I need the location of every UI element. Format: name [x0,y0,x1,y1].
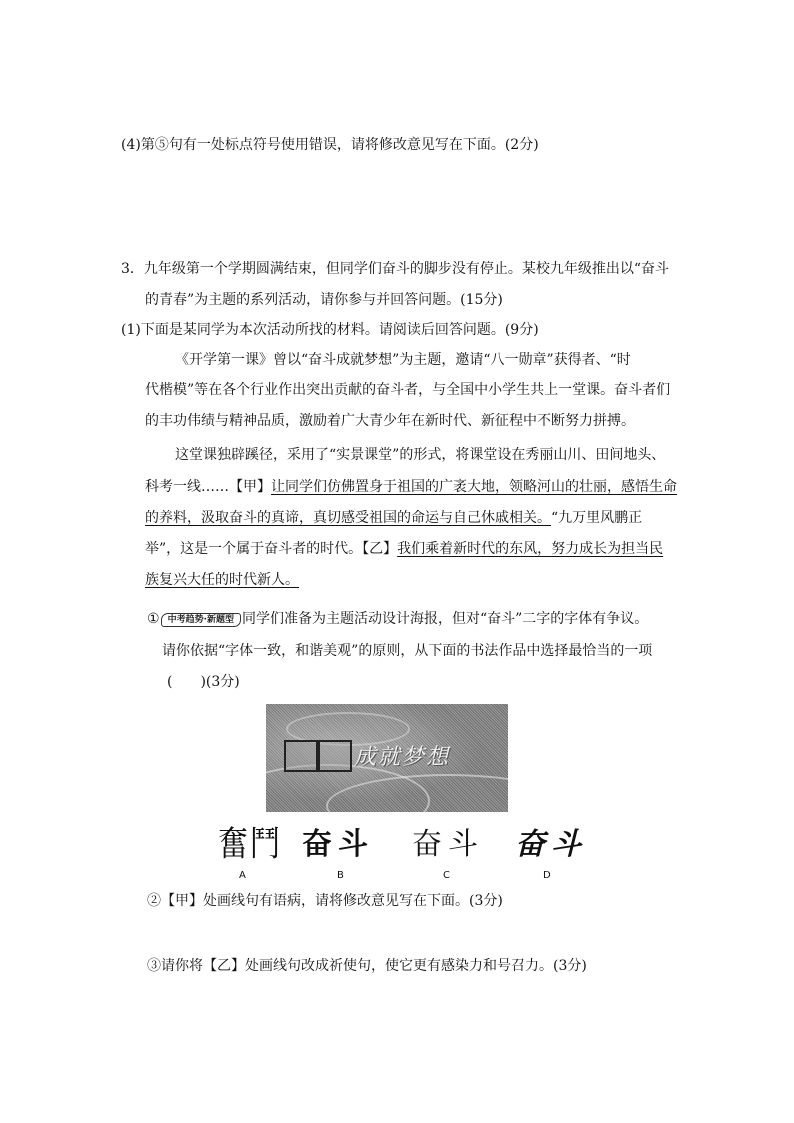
passage-p2-line-2 [145,477,677,497]
question-3-line-2: 的青春”为主题的系列活动，请你参与并回答问题。(15分) [145,292,503,308]
passage-text: 科考一线……【甲】 [145,479,271,495]
blank-character-box [318,740,352,772]
option-b-calligraphy: 奋斗 [302,827,374,862]
passage-p1-line-3: 的丰功伟绩与精神品质，激励着广大青少年在新时代、新征程中不断努力拼搏。 [145,413,635,429]
underlined-sentence-jia-cont: 的养料，汲取奋斗的真谛，真切感受祖国的命运与自己休戚相关。 [145,510,551,526]
option-b-label: B [337,870,344,881]
question-3-line-1: 3．九年级第一个学期圆满结束，但同学们奋斗的脚步没有停止。某校九年级推出以“奋斗 [121,261,670,277]
option-d-label: D [543,870,551,881]
underlined-sentence-jia: 让同学们仿佛置身于祖国的广袤大地，领略河山的壮丽，感悟生命 [271,479,677,495]
item-1-line-1 [147,609,648,629]
passage-p2-line-4 [145,539,663,559]
underlined-sentence-yi: 我们乘着新时代的东风，努力成长为担当民 [397,541,664,557]
subquestion-1: (1)下面是某同学为本次活动所找的材料。请阅读后回答问题。(9分) [121,322,539,338]
question-4: (4)第⑤句有一处标点符号使用错误，请将修改意见写在下面。(2分) [121,137,539,153]
option-a-label: A [239,870,246,881]
item-1-line-2: 请你依据“字体一致，和谐美观”的原则，从下面的书法作品中选择最恰当的一项 [162,643,653,659]
item-1-line-3: ( )(3分) [167,674,240,690]
passage-text: 举”，这是一个属于奋斗者的时代。【乙】 [145,541,398,557]
underlined-sentence-yi-cont: 族复兴大任的时代新人。 [145,572,299,588]
item-number: ① [147,611,160,627]
passage-text: “九万里风鹏正 [551,510,643,526]
new-question-badge: 中考趋势·新题型 [161,613,241,627]
option-a-calligraphy: 奮鬥 [218,824,282,865]
blank-character-box [284,740,318,772]
item-text: 同学们准备为主题活动设计海报，但对“奋斗”二字的字体有争议。 [241,611,649,627]
item-3: ③请你将【乙】处画线句改成祈使句，使它更有感染力和号召力。(3分) [147,958,587,974]
banner-text: 成就梦想 [354,745,451,770]
option-d-calligraphy: 奋斗 [515,827,587,862]
item-2: ②【甲】处画线句有语病，请将修改意见写在下面。(3分) [147,893,503,909]
passage-p2-line-5 [145,570,299,590]
option-c-label: C [443,870,450,881]
passage-p2-line-1: 这堂课独辟蹊径，采用了“实景课堂”的形式，将课堂设在秀丽山川、田间地头、 [175,447,666,463]
passage-p2-line-3 [145,508,642,528]
passage-p1-line-1: 《开学第一课》曾以“奋斗成就梦想”为主题，邀请“八一勋章”获得者、“时 [175,352,631,368]
passage-p1-line-2: 代楷模”等在各个行业作出突出贡献的奋斗者，与全国中小学生共上一堂课。奋斗者们 [145,382,671,398]
option-c-calligraphy: 奋斗 [412,827,484,862]
poster-banner-image [266,704,508,812]
